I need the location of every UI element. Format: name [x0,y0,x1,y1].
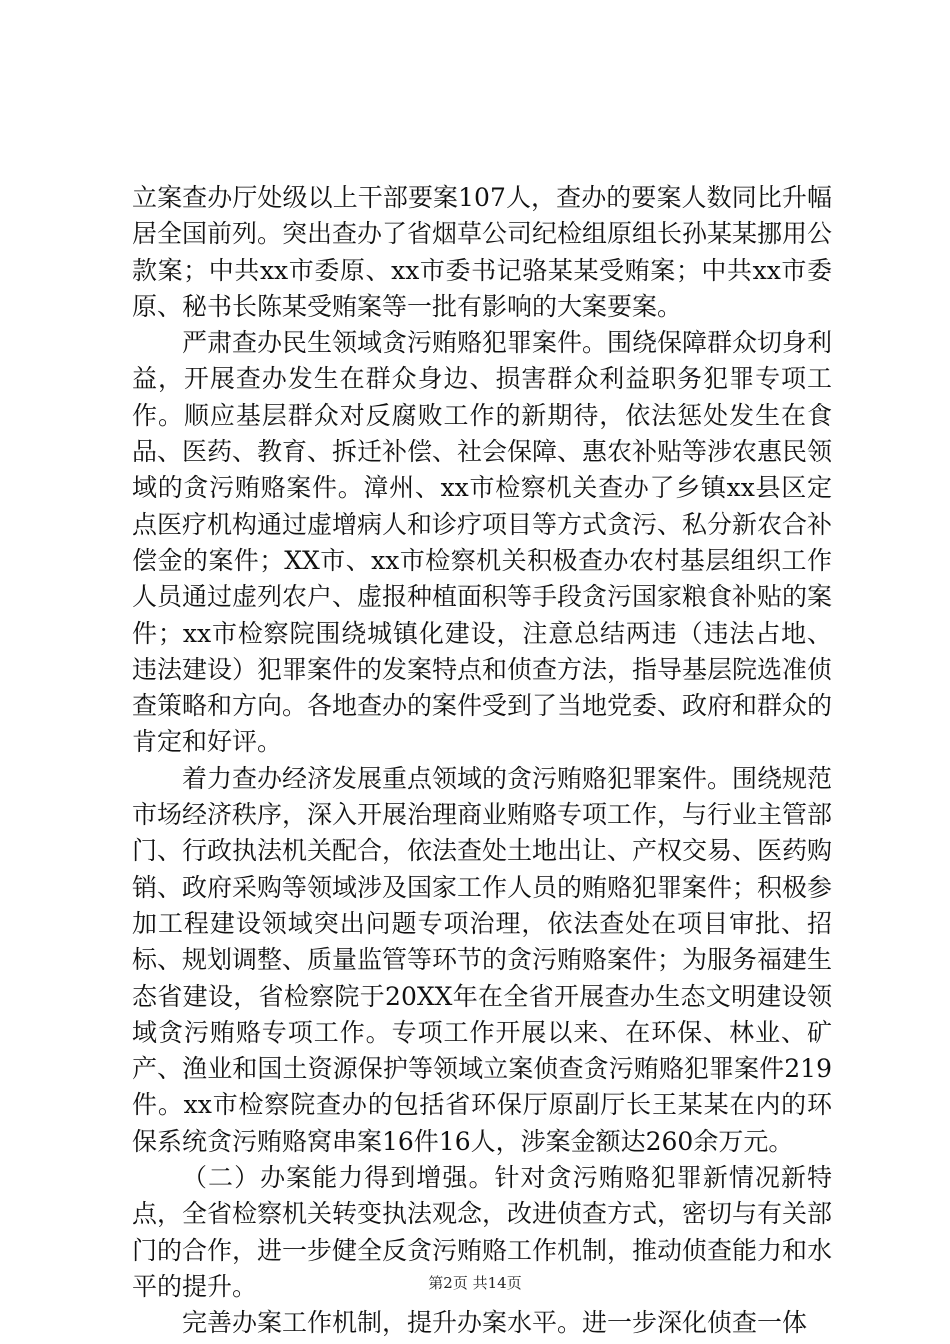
paragraph-2: 严肃查办民生领域贪污贿赂犯罪案件。围绕保障群众切身利益，开展查办发生在群众身边、损害群众利益职务犯罪专项工作。顺应基层群众对反腐败工作的新期待，依法惩处发生在食品、医药、教育、拆迁补偿、社会保障、惠农补贴等涉农惠民领域的贪污贿赂案件。漳州、xx市检察机关查办了乡镇xx县区定点医疗机构通过虚增病人和诊疗项目等方式贪污、私分新农合补偿金的案件；XX市、xx市检察机关积极查办农村基层组织工作人员通过虚列农户、虚报种植面积等手段贪污国家粮食补贴的案件；xx市检察院围绕城镇化建设，注意总结两违（违法占地、违法建设）犯罪案件的发案特点和侦查方法，指导基层院选准侦查策略和方向。各地查办的案件受到了当地党委、政府和群众的肯定和好评。 [132,328,833,757]
paragraph-1: 立案查办厅处级以上干部要案107人，查办的要案人数同比升幅居全国前列。突出查办了省烟草公司纪检组原组长孙某某挪用公款案；中共xx市委原、xx市委书记骆某某受贿案；中共xx市委原、秘书长陈某受贿案等一批有影响的大案要案。 [132,183,833,321]
paragraph-3: 着力查办经济发展重点领域的贪污贿赂犯罪案件。围绕规范市场经济秩序，深入开展治理商业贿赂专项工作，与行业主管部门、行政执法机关配合，依法查处土地出让、产权交易、医药购销、政府采购等领域涉及国家工作人员的贿赂犯罪案件；积极参加工程建设领域突出问题专项治理，依法查处在项目审批、招标、规划调整、质量监管等环节的贪污贿赂案件；为服务福建生态省建设，省检察院于20XX年在全省开展查办生态文明建设领域贪污贿赂专项工作。专项工作开展以来、在环保、林业、矿产、渔业和国土资源保护等领域立案侦查贪污贿赂犯罪案件219件。xx市检察院查办的包括省环保厅原副厅长王某某在内的环保系统贪污贿赂窝串案16件16人，涉案金额达260余万元。 [132,763,833,1156]
page-number-footer: 第2页 共14页 [428,1274,522,1292]
paragraph-5: 完善办案工作机制，提升办案水平。进一步深化侦查一体 [182,1308,808,1338]
document-body [132,180,832,1342]
paragraph-4: （二）办案能力得到增强。针对贪污贿赂犯罪新情况新特点，全省检察机关转变执法观念，改进侦查方式，密切与有关部门的合作，进一步健全反贪污贿赂工作机制，推动侦查能力和水平的提升。 [132,1163,833,1301]
